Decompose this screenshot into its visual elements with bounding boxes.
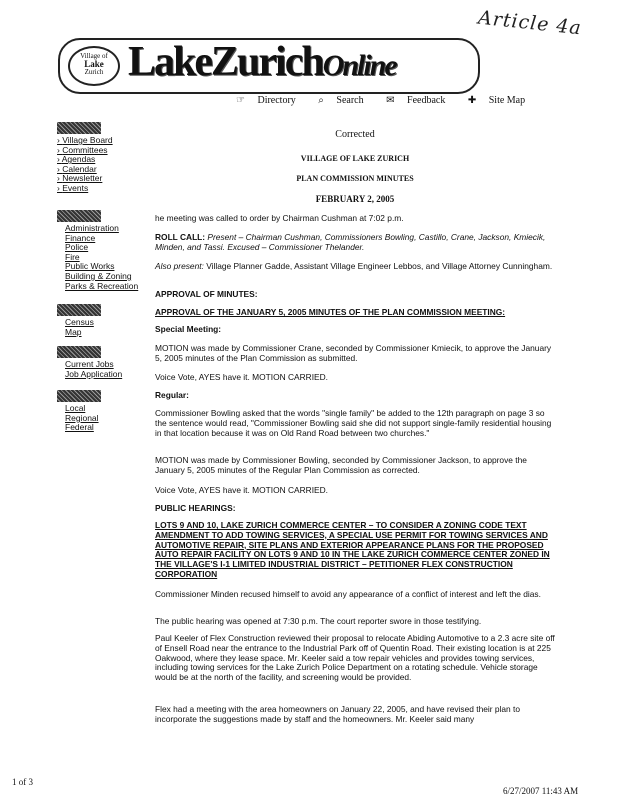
- sidebar-item[interactable]: Police: [65, 242, 89, 253]
- top-nav: [236, 95, 545, 106]
- nav-site-map[interactable]: [468, 95, 535, 106]
- sidebar-header-graphic: [57, 390, 101, 402]
- sidebar-header-graphic: [57, 304, 101, 316]
- doc-corrected: [155, 130, 555, 140]
- sidebar-item[interactable]: Administration: [65, 223, 119, 233]
- sidebar-item[interactable]: › Calendar: [57, 163, 97, 174]
- site-logo: [128, 38, 396, 86]
- sidebar-item[interactable]: Job Application: [65, 368, 123, 379]
- hearing-title: LOTS 9 AND 10, LAKE ZURICH COMMERCE CENTER – TO CONSIDER A ZONING CODE TEXT AMENDMENT TO ADD TOWING SERVICES, A SPECIAL USE PERMIT FOR TOWING SERVICES AND AUTOMOTIVE REPAIR, SITE PLANS AND EXTERIOR APPEARANCE PLANS FOR THE PROPOSED AUTO REPAIR FACILITY ON LOTS 9 AND 10 IN THE LAKE ZURICH COMMERCE CENTER ZONED IN THE VILLAGE'S I-1 LIMITED INDUSTRIAL DISTRICT – PETITIONER FLEX CONSTRUCTION CORPORATION: [155, 520, 550, 579]
- sidebar-item[interactable]: › Events: [57, 182, 89, 193]
- voice-vote-2: Voice Vote, AYES have it. MOTION CARRIED.: [155, 485, 328, 495]
- regular-motion: MOTION was made by Commissioner Bowling, seconded by Commissioner Jackson, to approve the January 5, 2005 minutes of the Regular Plan Commission as corrected.: [155, 455, 527, 475]
- also-present-label: Also present:: [155, 261, 204, 271]
- also-present: [155, 262, 555, 272]
- doc-title: PLAN COMMISSION MINUTES: [296, 174, 414, 183]
- voice-vote-1: Voice Vote, AYES have it. MOTION CARRIED.: [155, 372, 328, 382]
- sidebar-item[interactable]: Federal: [65, 422, 94, 433]
- special-heading: Special Meeting:: [155, 324, 222, 334]
- approval-jan-heading: APPROVAL OF THE JANUARY 5, 2005 MINUTES OF THE PLAN COMMISSION MEETING:: [155, 307, 506, 317]
- site-map-icon: ✚: [467, 95, 477, 106]
- sidebar-item[interactable]: › Newsletter: [57, 173, 103, 184]
- sidebar-item[interactable]: Fire: [65, 251, 80, 262]
- sidebar-header-graphic: [57, 346, 101, 358]
- sidebar-departments: [57, 210, 147, 291]
- nav-label: Search: [336, 95, 364, 106]
- sidebar-community: [57, 304, 147, 337]
- site-banner[interactable]: [58, 38, 480, 94]
- sidebar-item[interactable]: Census: [65, 317, 94, 327]
- sidebar-item[interactable]: Regional: [65, 412, 99, 423]
- hearings-heading: PUBLIC HEARINGS:: [155, 503, 236, 513]
- nav-search[interactable]: [318, 95, 373, 106]
- call-to-order: he meeting was called to order by Chairman Cushman at 7:02 p.m.: [155, 213, 404, 223]
- doc-org: VILLAGE OF LAKE ZURICH: [300, 154, 410, 163]
- sidebar-item[interactable]: Map: [65, 326, 82, 337]
- sidebar-header-graphic: [57, 210, 101, 222]
- sidebar-item[interactable]: Current Jobs: [65, 359, 114, 369]
- sidebar-header-graphic: [57, 122, 101, 134]
- doc-date: FEBRUARY 2, 2005: [315, 194, 395, 204]
- feedback-icon: ✉: [386, 95, 395, 106]
- seal-line: Village of: [80, 52, 108, 60]
- sidebar-item[interactable]: Finance: [65, 232, 96, 243]
- handwritten-annotation: Article 4a: [477, 6, 583, 40]
- search-icon: ⌕: [318, 95, 324, 106]
- corrected-label: Corrected: [335, 129, 375, 140]
- sidebar-item[interactable]: Parks & Recreation: [65, 280, 139, 291]
- sidebar-item[interactable]: › Committees: [57, 144, 108, 155]
- directory-icon: ☞: [236, 95, 245, 106]
- sidebar-item[interactable]: Public Works: [65, 261, 115, 272]
- sidebar-government: [57, 122, 147, 194]
- keeler-paragraph: Paul Keeler of Flex Construction reviewed their proposal to relocate Abiding Automotive to a 2.3 acre site off of Ensell Road near the entrance to the Industrial Park off of Quentin Road. Their existing location is at 225 Oakwood, where they lease space. Mr. Keeler said a tow repair vehicles and provides towing services, including towing services for the Lake Zurich Police Department on a rotating schedule. Vehicle storage would be at the north of the facility, and screening would be provided.: [155, 633, 555, 683]
- minden-paragraph: Commissioner Minden recused himself to avoid any appearance of a conflict of interest and left the dias.: [155, 589, 541, 599]
- regular-heading: Regular:: [155, 390, 189, 400]
- opened-paragraph: The public hearing was opened at 7:30 p.m. The court reporter swore in those testifying.: [155, 616, 482, 626]
- nav-label: Site Map: [488, 95, 526, 106]
- roll-call-text: Present – Chairman Cushman, Commissioners Bowling, Castillo, Crane, Jackson, Kmiecik, Minden, and Tassi. Excused – Commissioner Thelander.: [155, 232, 546, 252]
- page-number: 1 of 3: [12, 777, 33, 787]
- nav-label: Directory: [257, 95, 296, 106]
- approval-heading: APPROVAL OF MINUTES:: [155, 289, 258, 299]
- nav-feedback[interactable]: [386, 95, 455, 106]
- sidebar-item[interactable]: Building & Zoning: [65, 270, 132, 281]
- seal-line: Lake: [84, 59, 104, 69]
- sidebar-employment: [57, 346, 147, 379]
- nav-directory[interactable]: [236, 95, 306, 106]
- regular-text: Commissioner Bowling asked that the words "single family" be added to the 12th paragraph on page 3 so the sentence would read, "Commissioner Bowling said she did not support single-family residential housing in that location because it was on Old Rand Road between two churches.": [155, 408, 552, 438]
- nav-label: Feedback: [407, 95, 446, 106]
- logo-text: LakeZurich: [128, 39, 323, 85]
- sidebar-item[interactable]: Local: [65, 403, 86, 413]
- flex-paragraph: Flex had a meeting with the area homeowners on January 22, 2005, and have revised their plan to incorporate the suggestions made by staff and the homeowners. Mr. Keeler said many: [155, 704, 521, 724]
- roll-call: [155, 233, 555, 253]
- also-present-text: Village Planner Gadde, Assistant Village Engineer Lebbos, and Village Attorney Cunningham.: [206, 261, 553, 271]
- print-timestamp: 6/27/2007 11:43 AM: [503, 786, 579, 796]
- seal-line: Zurich: [84, 68, 104, 76]
- sidebar-links: [57, 390, 147, 433]
- sidebar-item[interactable]: › Agendas: [57, 154, 96, 165]
- village-seal: [68, 46, 120, 86]
- roll-call-label: ROLL CALL:: [155, 232, 206, 242]
- special-motion: MOTION was made by Commissioner Crane, seconded by Commissioner Kmiecik, to approve the January 5, 2005 minutes of the Plan Commission as submitted.: [155, 343, 552, 363]
- logo-suffix: Online: [322, 49, 396, 82]
- sidebar-item[interactable]: › Village Board: [57, 135, 113, 145]
